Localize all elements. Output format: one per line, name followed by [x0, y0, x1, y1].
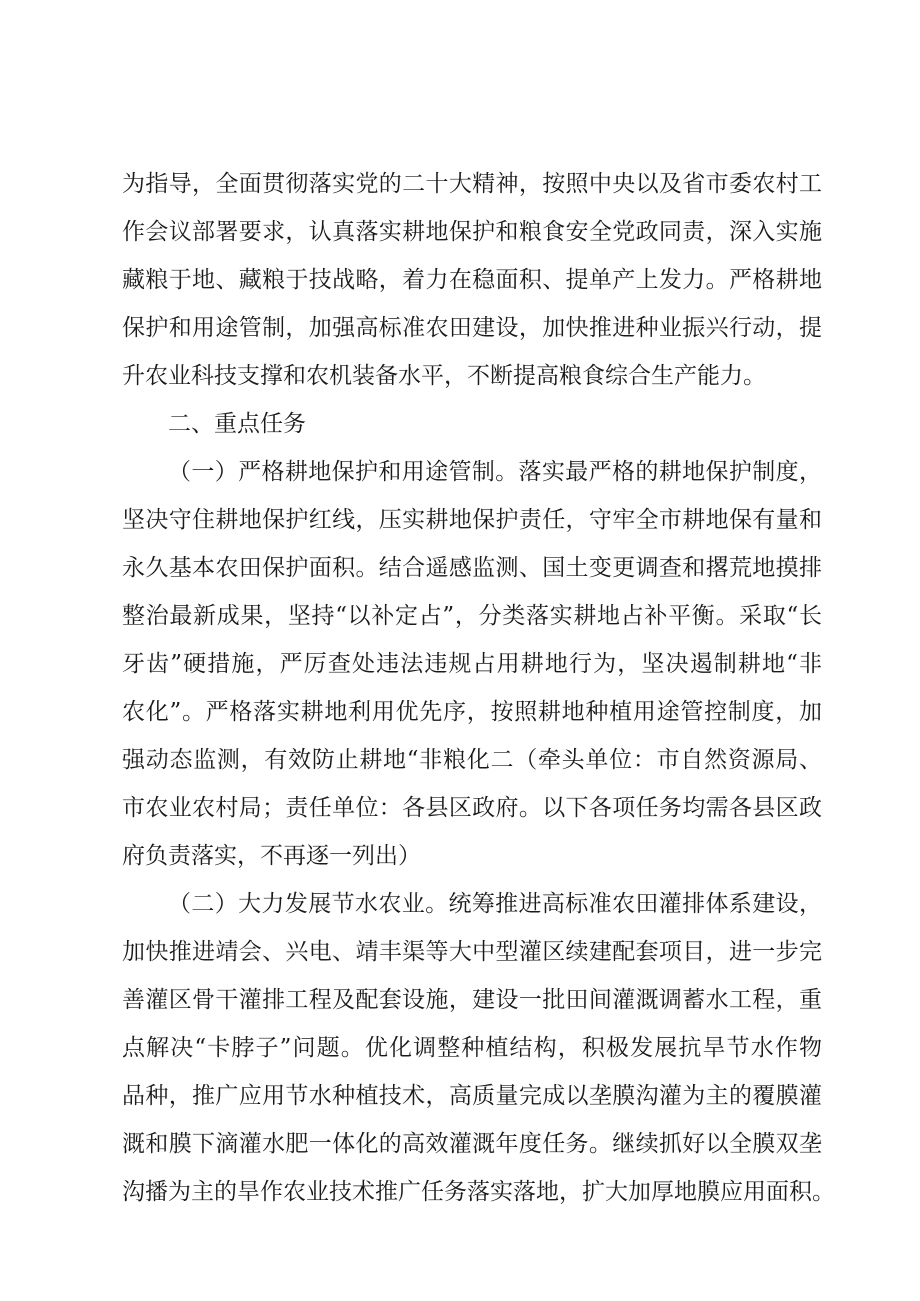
- text-line: 品种，推广应用节水种植技术，高质量完成以垄膜沟灌为主的覆膜灌: [122, 1083, 822, 1109]
- text-line: 升农业科技支撑和农机装备水平，不断提高粮食综合生产能力。: [122, 363, 766, 389]
- text-line: 市农业农村局；责任单位：各县区政府。以下各项任务均需各县区政: [122, 795, 822, 821]
- text-line: 沟播为主的旱作农业技术推广任务落实落地，扩大加厚地膜应用面积。: [122, 1179, 835, 1205]
- text-line: 府负责落实，不再逐一列出）: [122, 843, 421, 869]
- text-line: 强动态监测，有效防止耕地“非粮化二（牵头单位：市自然资源局、: [122, 747, 822, 773]
- text-line: 保护和用途管制，加强高标准农田建设，加快推进种业振兴行动，提: [122, 315, 822, 341]
- text-line: 农化”。严格落实耕地利用优先序，按照耕地种植用途管控制度，加: [122, 699, 822, 725]
- text-line: （一）严格耕地保护和用途管制。落实最严格的耕地保护制度，: [168, 459, 822, 485]
- document-body: [122, 160, 835, 1216]
- text-line: 作会议部署要求，认真落实耕地保护和粮食安全党政同责，深入实施: [122, 219, 822, 245]
- text-line: 藏粮于地、藏粮于技战略，着力在稳面积、提单产上发力。严格耕地: [122, 267, 822, 293]
- text-line: 整治最新成果，坚持“以补定占”，分类落实耕地占补平衡。采取“长: [122, 603, 822, 629]
- section-heading: 二、重点任务: [168, 411, 306, 437]
- text-line: 加快推进靖会、兴电、靖丰渠等大中型灌区续建配套项目，进一步完: [122, 939, 822, 965]
- text-line: 善灌区骨干灌排工程及配套设施，建设一批田间灌溉调蓄水工程，重: [122, 987, 822, 1013]
- paragraph-water-saving-agriculture: [122, 880, 835, 1216]
- text-line: 永久基本农田保护面积。结合遥感监测、国土变更调查和撂荒地摸排: [122, 555, 822, 581]
- text-line: 牙齿”硬措施，严厉查处违法违规占用耕地行为，坚决遏制耕地“非: [122, 651, 822, 677]
- text-line: 为指导，全面贯彻落实党的二十大精神，按照中央以及省市委农村工: [122, 171, 822, 197]
- text-line: （二）大力发展节水农业。统筹推进高标准农田灌排体系建设，: [168, 891, 822, 917]
- text-line: 点解决“卡脖子”问题。优化调整种植结构，积极发展抗旱节水作物: [122, 1035, 822, 1061]
- text-line: 溉和膜下滴灌水肥一体化的高效灌溉年度任务。继续抓好以全膜双垄: [122, 1131, 822, 1157]
- text-line: 坚决守住耕地保护红线，压实耕地保护责任，守牢全市耕地保有量和: [122, 507, 822, 533]
- paragraph-guiding-principles: [122, 160, 822, 400]
- paragraph-farmland-protection: [122, 448, 822, 880]
